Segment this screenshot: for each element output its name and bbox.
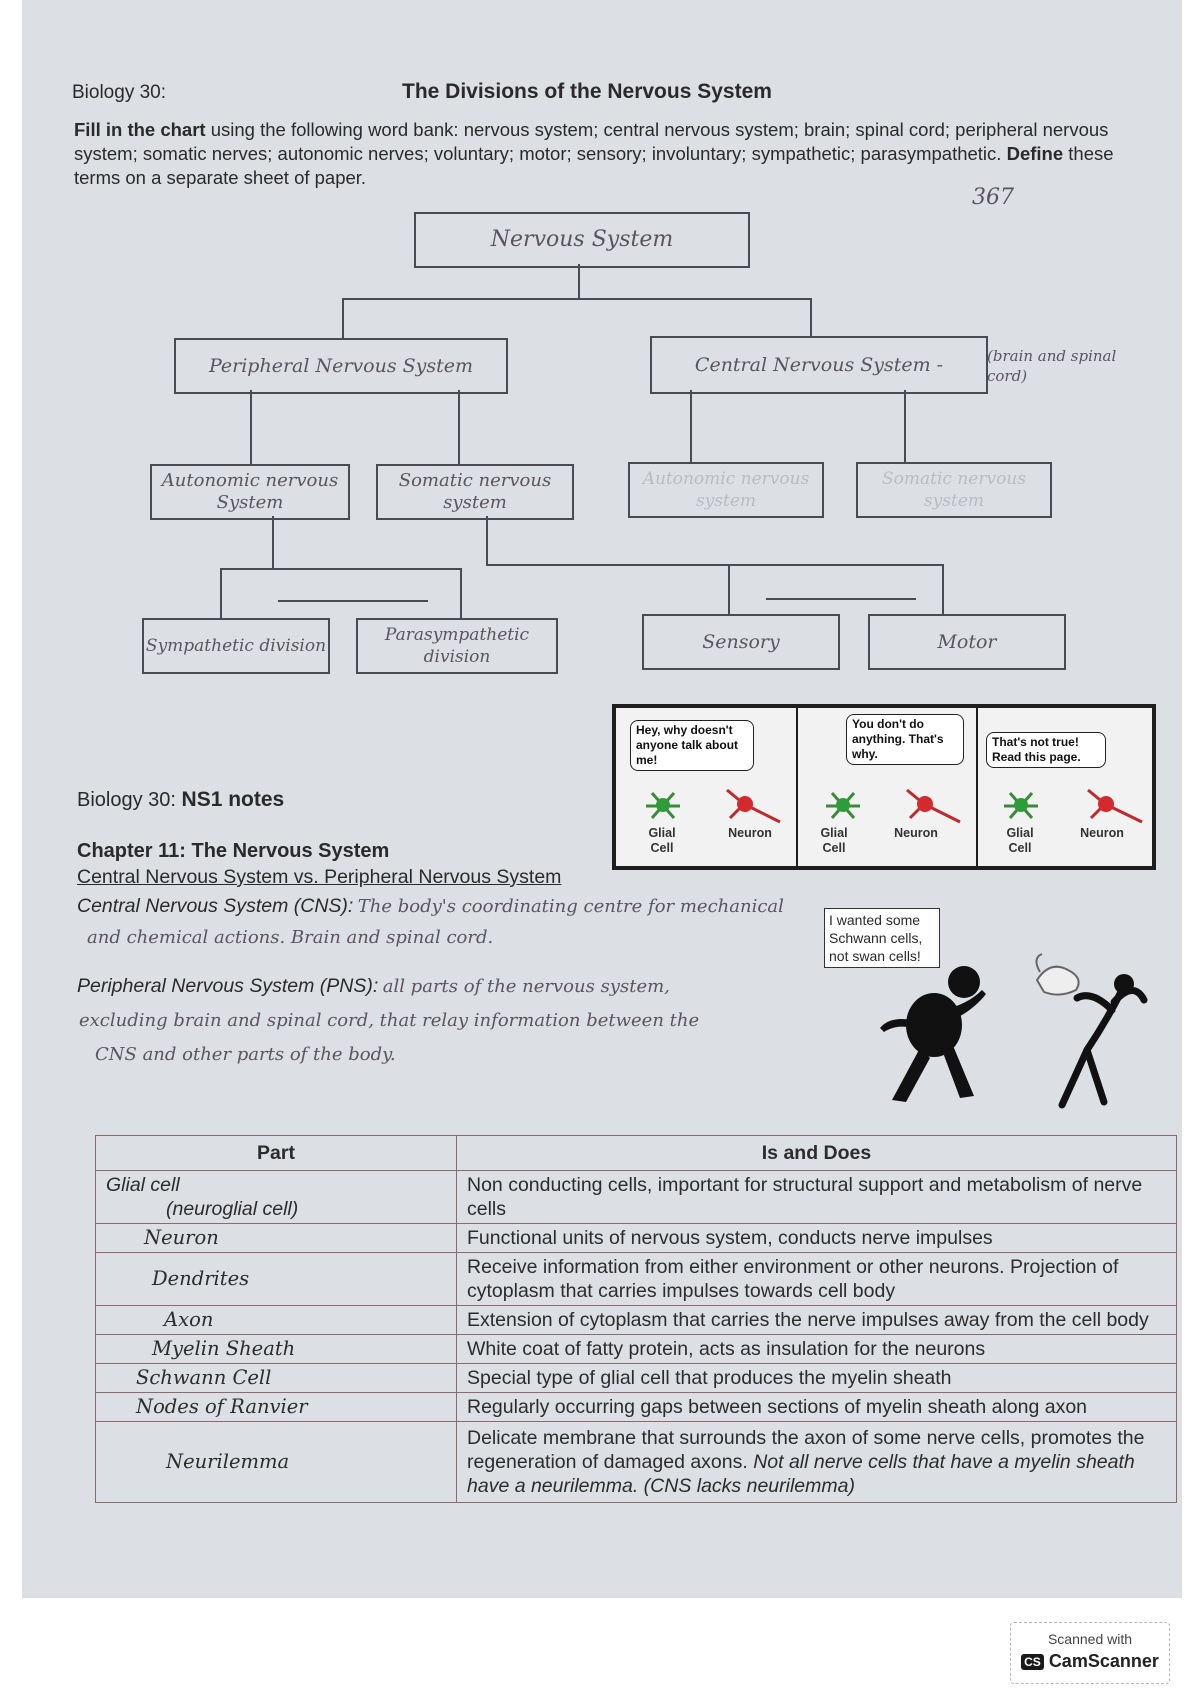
node-nervous-system: Nervous System: [414, 212, 750, 268]
table-row: [96, 1171, 1177, 1224]
schwann-cartoon-illustration: [872, 950, 1172, 1120]
pns-label: Peripheral Nervous System (PNS):: [77, 975, 379, 997]
camscanner-brand: CS CamScanner: [1011, 1651, 1169, 1672]
node-central-nervous-system: Central Nervous System -: [650, 336, 988, 394]
comic-bubble-1: Hey, why doesn't anyone talk about me!: [630, 720, 754, 771]
notes-title: Biology 30: NS1 notes: [77, 788, 285, 811]
node-somatic-nervous-system: Somatic nervous system: [376, 464, 574, 520]
glial-neuron-illustration: [632, 778, 782, 828]
description-cell: Delicate membrane that surrounds the axon of some nerve cells, promotes the regeneration of damaged axons. Not all nerve cells that have a myelin sheath have a neurilemma. (CNS lacks neurilemma): [457, 1422, 1177, 1503]
glial-cell-comic: [612, 704, 1156, 870]
glial-cell-label-3: Glial Cell: [1006, 826, 1034, 855]
pns-answer-line3: CNS and other parts of the body.: [95, 1044, 396, 1065]
cns-definition: [77, 890, 877, 952]
node-sympathetic-division: Sympathetic division: [142, 618, 330, 674]
handwritten-page-number: 367: [972, 185, 1014, 210]
camscanner-watermark: [1010, 1622, 1170, 1684]
cns-answer-line1: The body's coordinating centre for mechanical: [357, 896, 784, 917]
part-cell: Schwann Cell: [96, 1364, 457, 1393]
scanned-with-label: Scanned with: [1047, 1631, 1133, 1647]
part-cell: Dendrites: [96, 1253, 457, 1306]
description-cell: Non conducting cells, important for structural support and metabolism of nerve cells: [457, 1171, 1177, 1224]
glial-cell-label-1: Glial Cell: [648, 826, 676, 855]
table-row: [96, 1253, 1177, 1306]
pns-answer-line1: all parts of the nervous system,: [382, 976, 670, 997]
comic-panel-3: [976, 708, 1148, 866]
table-row: [96, 1393, 1177, 1422]
schwann-cartoon-bubble: I wanted some Schwann cells, not swan cells!: [824, 908, 940, 968]
table-row: [96, 1335, 1177, 1364]
table-row: [96, 1224, 1177, 1253]
glial-cell-label-2: Glial Cell: [820, 826, 848, 855]
node-peripheral-nervous-system: Peripheral Nervous System: [174, 338, 508, 394]
instructions-tail: these terms on a separate sheet of paper.: [74, 143, 1114, 188]
part-cell: Nodes of Ranvier: [96, 1393, 457, 1422]
instructions: [74, 118, 1124, 190]
comic-panel-2: [796, 708, 978, 866]
neuron-label-1: Neuron: [728, 826, 772, 840]
cns-answer-line2: and chemical actions. Brain and spinal cord.: [87, 927, 494, 948]
cns-margin-note: (brain and spinal cord): [987, 347, 1117, 385]
nervous-tissue-parts-table: [95, 1135, 1177, 1503]
node-empty-autonomic: Autonomic nervous system: [628, 462, 824, 518]
part-cell: Glial cell (neuroglial cell): [96, 1171, 457, 1224]
description-cell: Special type of glial cell that produces the myelin sheath: [457, 1364, 1177, 1393]
table-header-row: [96, 1136, 1177, 1171]
part-cell: Myelin Sheath: [96, 1335, 457, 1364]
table-row: [96, 1364, 1177, 1393]
description-cell: Receive information from either environment or other neurons. Projection of cytoplasm that carries impulses towards cell body: [457, 1253, 1177, 1306]
node-empty-somatic: Somatic nervous system: [856, 462, 1052, 518]
part-cell: Neuron: [96, 1224, 457, 1253]
node-sensory: Sensory: [642, 614, 840, 670]
description-cell: Extension of cytoplasm that carries the nerve impulses away from the cell body: [457, 1306, 1177, 1335]
node-motor: Motor: [868, 614, 1066, 670]
part-cell: Neurilemma: [96, 1422, 457, 1503]
header-part: Part: [96, 1136, 457, 1171]
glial-neuron-illustration: [812, 778, 962, 828]
pns-definition: [77, 970, 927, 1072]
description-cell: Regularly occurring gaps between sections of myelin sheath along axon: [457, 1393, 1177, 1422]
pns-answer-line2: excluding brain and spinal cord, that relay information between the: [79, 1010, 700, 1031]
instructions-word-bank: using the following word bank: nervous system; central nervous system; brain; spinal cord; peripheral nervous system; somatic nerves; autonomic nerves; voluntary; motor; sensory; involuntary; sympathetic; parasympathetic.: [74, 119, 1109, 164]
instructions-bold-fill: Fill in the chart: [74, 119, 206, 140]
glial-neuron-illustration: [990, 778, 1145, 828]
table-row: [96, 1306, 1177, 1335]
neuron-label-2: Neuron: [894, 826, 938, 840]
description-cell: White coat of fatty protein, acts as insulation for the neurons: [457, 1335, 1177, 1364]
course-label: Biology 30:: [72, 82, 167, 103]
description-cell: Functional units of nervous system, conducts nerve impulses: [457, 1224, 1177, 1253]
node-autonomic-nervous-system: Autonomic nervous System: [150, 464, 350, 520]
chapter-heading: Chapter 11: The Nervous System: [77, 840, 390, 862]
instructions-bold-define: Define: [1006, 143, 1064, 164]
comparison-subheading: Central Nervous System vs. Peripheral Nervous System: [77, 866, 562, 888]
part-cell: Axon: [96, 1306, 457, 1335]
comic-bubble-2: You don't do anything. That's why.: [846, 714, 964, 765]
comic-bubble-3: That's not true! Read this page.: [986, 732, 1106, 768]
header-is-and-does: Is and Does: [457, 1136, 1177, 1171]
page-title: The Divisions of the Nervous System: [402, 80, 772, 103]
cns-label: Central Nervous System (CNS):: [77, 895, 354, 917]
table-row: [96, 1422, 1177, 1503]
camscanner-logo-icon: CS: [1021, 1654, 1044, 1670]
comic-panel-1: [616, 708, 798, 866]
node-parasympathetic-division: Parasympathetic division: [356, 618, 558, 674]
worksheet-page: [22, 0, 1182, 1598]
neuron-label-3: Neuron: [1080, 826, 1124, 840]
